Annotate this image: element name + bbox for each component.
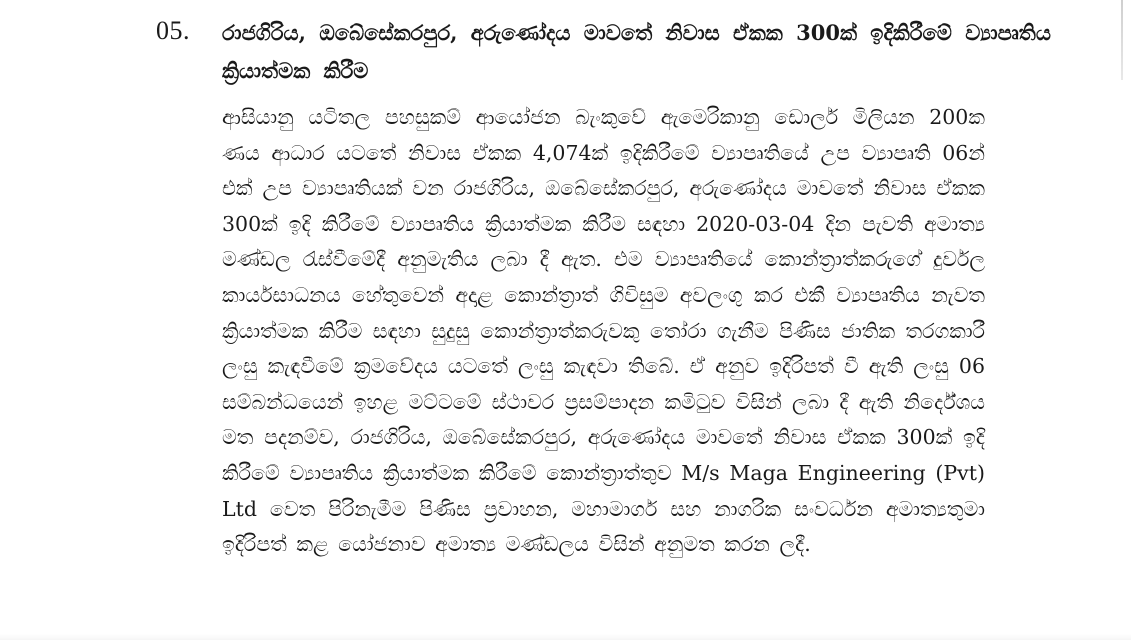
scan-edge-artifact (1121, 0, 1123, 80)
item-number: 05. (156, 16, 190, 45)
item-body-paragraph: ආසියානු යටිතල පහසුකම් ආයෝජන බැංකුවේ ඇමෙරිකානු ඩොලර් මිලියන 200ක ණය ආධාර යටතේ නිවාස ඒකක 4,074ක් ඉදිකිරීමේ ව්‍යාපෘතියේ උප ව්‍යාපෘති 06න් එක් උප ව්‍යාපෘතියක් වන රාජගිරිය, ඔබේසේකරපුර, අරුණෝදය මාවතේ නිවාස ඒකක 300ක් ඉදි කිරීමේ ව්‍යාපෘතිය ක්‍රියාත්මක කිරීම සඳහා 2020-03-04 දින පැවති අමාත්‍ය මණ්ඩල රැස්වීමේදී අනුමැතිය ලබා දී ඇත. එම ව්‍යාපෘතියේ කොන්ත්‍රාත්කරුගේ දුර්වල කාර්යසාධනය හේතුවෙන් අදාළ කොන්ත්‍රාත් ගිවිසුම අවලංගු කර එකී ව්‍යාපෘතිය නැවත ක්‍රියාත්මක කිරීම සඳහා සුදුසු කොන්ත්‍රාත්කරුවකු තෝරා ගැනීම පිණිස ජාතික තරගකාරී ලංසු කැඳවීමේ ක්‍රමවේදය යටතේ ලංසු කැඳවා තිබේ. ඒ අනුව ඉදිරිපත් වී ඇති ලංසු 06 සම්බන්ධයෙන් ඉහළ මට්ටමේ ස්ථාවර ප්‍රසම්පාදන කමිටුව විසින් ලබා දී ඇති නිර්දේශය මත පදනම්ව, රාජගිරිය, ඔබේසේකරපුර, අරුණෝදය මාවතේ නිවාස ඒකක 300ක් ඉදි කිරීමේ ව්‍යාපෘතිය ක්‍රියාත්මක කිරීමේ කොන්ත්‍රාත්තුව M/s Maga Engineering (Pvt) Ltd වෙත පිරිනැමීම පිණිස ප්‍රවාහන, මහාමාර්ග සහ නාගරික සංවර්ධන අමාත්‍යතුමා ඉදිරිපත් කළ යෝජනාව අමාත්‍ය මණ්ඩලය විසින් අනුමත කරන ලදී. (222, 105, 985, 557)
item-heading: රාජගිරිය, ඔබේසේකරපුර, අරුණෝදය මාවතේ නිවාස ඒකක 300ක් ඉදිකිරීමේ ව්‍යාපෘතිය ක්‍රියාත්මක කිරීම (222, 20, 1051, 83)
scan-shadow-artifact (0, 634, 1131, 640)
